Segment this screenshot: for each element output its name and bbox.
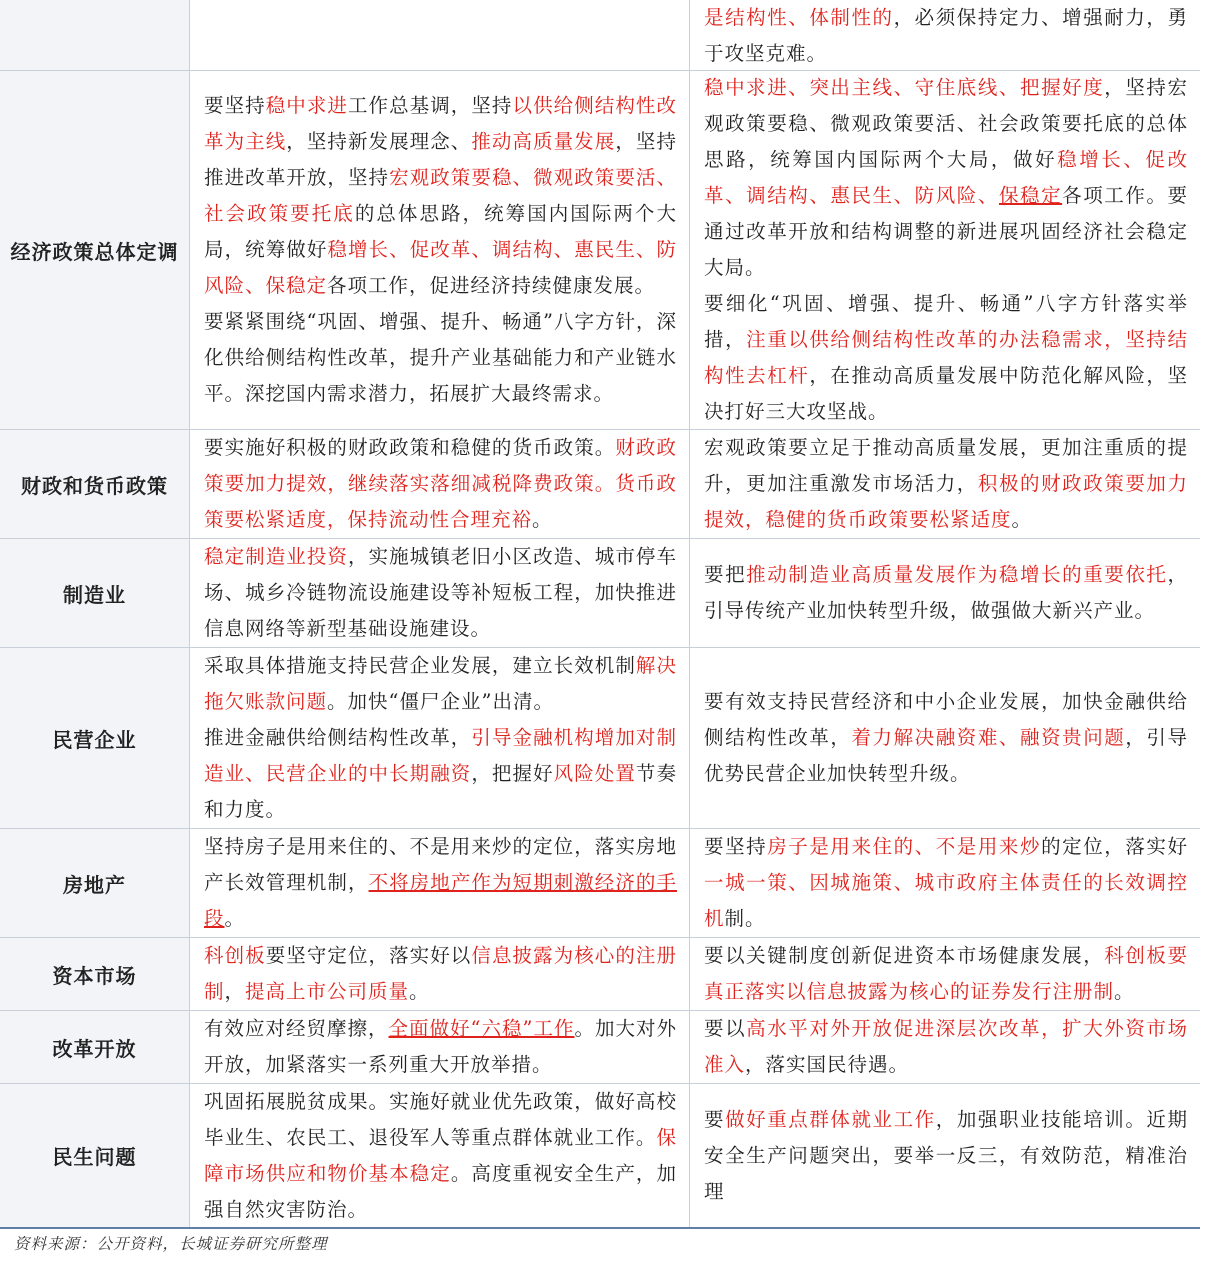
text-segment: ，加强职业技能培训。近期安全生产问题突出，要举一反三，有效防范，精准治理 (704, 1107, 1188, 1203)
highlighted-text: 稳中求进 (265, 94, 348, 117)
cell-paragraph (704, 1102, 1188, 1210)
cell-paragraph (704, 70, 1188, 286)
text-segment: 。 (1114, 980, 1135, 1003)
text-segment: ，必须保持定力、增强耐力，勇于攻坚克难。 (704, 6, 1188, 65)
highlighted-text: 推动高质量发展 (471, 130, 616, 153)
row-label: 房地产 (0, 829, 190, 937)
text-segment: 的定位，落实好 (1041, 835, 1188, 858)
column-1-cell (190, 430, 690, 538)
cell-paragraph (204, 430, 677, 538)
text-segment: ，在推动高质量发展中防范化解风险，坚决打好三大攻坚战。 (704, 364, 1188, 423)
row-label: 民生问题 (0, 1084, 190, 1227)
text-segment: 。 (409, 980, 430, 1003)
text-segment: 有效应对经贸摩擦， (204, 1017, 389, 1040)
text-segment: 要坚守定位，落实好以 (265, 944, 472, 967)
highlighted-text: 信息披露为核心的注册制 (204, 944, 677, 1003)
text-segment: 制。 (724, 907, 766, 930)
text-segment: 要把 (704, 563, 747, 586)
text-segment: 要细化“巩固、增强、提升、畅通”八字方针落实举措， (704, 292, 1188, 351)
highlighted-text: 保障市场供应和物价基本稳定 (204, 1125, 677, 1185)
source-note: 资料来源：公开资料，长城证券研究所整理 (14, 1235, 328, 1253)
cell-paragraph (704, 938, 1188, 1010)
text-segment: ， (224, 980, 246, 1003)
row-label: 资本市场 (0, 938, 190, 1010)
cell-paragraph (704, 286, 1188, 430)
text-segment: 要以关键制度创新促进资本市场健康发展， (704, 944, 1105, 967)
column-2-cell (690, 829, 1200, 937)
text-segment: 要实施好积极的财政政策和稳健的货币政策。 (204, 436, 616, 459)
column-2-cell (690, 1011, 1200, 1083)
cell-paragraph (204, 829, 677, 937)
text-segment: ，实施城镇老旧小区改造、城市停车场、城乡冷链物流设施建设等补短板工程，加快推进信息网络等新型基础设施建设。 (204, 545, 677, 640)
text-segment: 。 (224, 907, 246, 930)
text-segment: ，坚持推进改革开放，坚持 (204, 130, 677, 189)
text-segment: ，引导优势民营企业加快转型升级。 (704, 726, 1188, 785)
text-segment: 坚持房子是用来住的、不是用来炒的定位，落实房地产长效管理机制， (204, 835, 677, 894)
column-1-cell (190, 71, 690, 429)
highlighted-text: 科创板要真正落实以信息披露为核心的证券发行注册制 (704, 944, 1188, 1003)
text-segment: 巩固拓展脱贫成果。实施好就业优先政策，做好高校毕业生、农民工、退役军人等重点群体就业工作。 (204, 1089, 677, 1149)
highlighted-text: 一城一策、因城施策、城市政府主体责任的长效调控机 (704, 871, 1188, 930)
cell-paragraph (204, 720, 677, 828)
highlighted-text: 着力解决融资难、融资贵问题 (851, 726, 1126, 749)
column-1-cell (190, 539, 690, 647)
table-row-economic-policy-tone (0, 71, 1200, 430)
highlighted-text: 稳增长、促改革、调结构、惠民生、防风险、保稳定 (204, 238, 677, 297)
highlighted-text: 以供给侧结构性改革为主线 (204, 94, 677, 153)
highlighted-text: 稳定制造业投资 (204, 545, 348, 568)
cell-paragraph (704, 1011, 1188, 1083)
text-segment: ，坚持新发展理念、 (286, 130, 472, 153)
cell-paragraph (704, 557, 1188, 629)
highlighted-text: 保稳定 (998, 184, 1063, 207)
column-1-cell (190, 0, 690, 70)
highlighted-text: 推动制造业高质量发展作为稳增长的重要依托 (746, 563, 1168, 586)
text-segment: 节奏和力度。 (204, 762, 677, 821)
highlighted-text: 解决拖欠账款问题 (204, 654, 677, 713)
highlighted-text: 提高上市公司质量 (245, 980, 410, 1003)
column-2-cell (690, 938, 1200, 1010)
text-segment: ，把握好 (471, 762, 554, 785)
cell-paragraph (704, 0, 1188, 72)
row-label: 财政和货币政策 (0, 430, 190, 538)
text-segment: 要以 (704, 1017, 747, 1040)
column-1-cell (190, 829, 690, 937)
highlighted-text: 风险处置 (553, 762, 636, 785)
row-label: 制造业 (0, 539, 190, 647)
highlighted-text: 房子是用来住的、不是用来炒 (767, 835, 1042, 858)
table-row-capital-market (0, 938, 1200, 1011)
column-2-cell (690, 0, 1200, 70)
highlighted-text: 宏观政策要稳、微观政策要活、社会政策要托底 (204, 166, 677, 225)
column-1-cell (190, 1084, 690, 1227)
row-label (0, 0, 190, 70)
cell-paragraph (204, 304, 677, 412)
text-segment: 要 (704, 1107, 726, 1131)
table-row-fiscal-monetary (0, 430, 1200, 539)
text-segment: 。加快“僵尸企业”出清。 (327, 690, 554, 713)
text-segment: 推进金融供给侧结构性改革， (204, 726, 472, 749)
highlighted-text: 高水平对外开放促进深层次改革，扩大外资市场准入 (704, 1017, 1188, 1076)
column-2-cell (690, 648, 1200, 828)
column-2-cell (690, 1084, 1200, 1227)
highlighted-text: 不将房地产作为短期刺激经济的手段 (204, 871, 677, 930)
text-segment: 。高度重视安全生产，加强自然灾害防治。 (204, 1161, 677, 1221)
highlighted-text: 稳增长、促改革、调结构、惠民生、防风险、 (704, 148, 1188, 207)
text-segment: 。 (532, 508, 553, 531)
highlighted-text: 科创板 (204, 944, 266, 967)
text-segment: 的总体思路，统筹国内国际两个大局，统筹做好 (204, 202, 677, 261)
text-segment: ，引导传统产业加快转型升级，做强做大新兴产业。 (704, 563, 1188, 622)
column-2-cell (690, 539, 1200, 647)
row-label: 民营企业 (0, 648, 190, 828)
cell-paragraph (704, 829, 1188, 937)
highlighted-text: 积极的财政政策要加力提效，稳健的货币政策要松紧适度 (704, 472, 1188, 531)
cell-paragraph (204, 539, 677, 647)
text-segment: 要坚持 (204, 94, 266, 117)
column-1-cell (190, 648, 690, 828)
text-segment: 要坚持 (704, 835, 768, 858)
column-2-cell (690, 71, 1200, 429)
text-segment: 采取具体措施支持民营企业发展，建立长效机制 (204, 654, 636, 677)
highlighted-text: 引导金融机构增加对制造业、民营企业的中长期融资 (204, 726, 677, 785)
cell-paragraph (704, 684, 1188, 792)
text-segment: ，坚持宏观政策要稳、微观政策要活、社会政策要托底的总体思路，统筹国内国际两个大局，做好 (704, 76, 1188, 171)
cell-paragraph (704, 430, 1188, 538)
highlighted-text: 是结构性、体制性的 (704, 6, 894, 29)
highlighted-text: 做好重点群体就业工作 (725, 1107, 936, 1131)
table-row-continued (0, 0, 1200, 71)
table-row-manufacturing (0, 539, 1200, 648)
cell-paragraph (204, 1011, 677, 1083)
highlighted-text: 全面做好“六稳”工作 (388, 1017, 575, 1040)
text-segment: 各项工作，促进经济持续健康发展。 (327, 274, 656, 297)
cell-paragraph (204, 1084, 677, 1228)
cell-paragraph (204, 648, 677, 720)
highlighted-text: 财政政策要加力提效，继续落实落细减税降费政策。货币政策要松紧适度，保持流动性合理充裕 (204, 436, 677, 531)
text-segment: 。 (1011, 508, 1033, 531)
cell-paragraph (204, 88, 677, 304)
table-row-private-enterprise (0, 648, 1200, 829)
row-label: 经济政策总体定调 (0, 71, 190, 429)
column-1-cell (190, 938, 690, 1010)
table-row-real-estate (0, 829, 1200, 938)
text-segment: 要紧紧围绕“巩固、增强、提升、畅通”八字方针，深化供给侧结构性改革，提升产业基础能力和产业链水平。深挖国内需求潜力，拓展扩大最终需求。 (204, 310, 677, 405)
text-segment: 宏观政策要立足于推动高质量发展，更加注重质的提升，更加注重激发市场活力， (704, 436, 1188, 495)
highlighted-text: 稳中求进、突出主线、守住底线、把握好度 (704, 76, 1105, 99)
highlighted-text: 注重以供给侧结构性改革的办法稳需求，坚持结构性去杠杆 (704, 328, 1188, 387)
cell-paragraph (204, 938, 677, 1010)
row-label: 改革开放 (0, 1011, 190, 1083)
text-segment: 要有效支持民营经济和中小企业发展，加快金融供给侧结构性改革， (704, 690, 1188, 749)
text-segment: 工作总基调，坚持 (347, 94, 513, 117)
column-1-cell (190, 1011, 690, 1083)
text-segment: ，落实国民待遇。 (745, 1053, 910, 1076)
text-segment: 。加大对外开放，加紧落实一系列重大开放举措。 (204, 1017, 677, 1076)
table-row-livelihood (0, 1084, 1200, 1229)
column-2-cell (690, 430, 1200, 538)
text-segment: 各项工作。要通过改革开放和结构调整的新进展巩固经济社会稳定大局。 (704, 184, 1188, 279)
table-row-reform-opening (0, 1011, 1200, 1084)
